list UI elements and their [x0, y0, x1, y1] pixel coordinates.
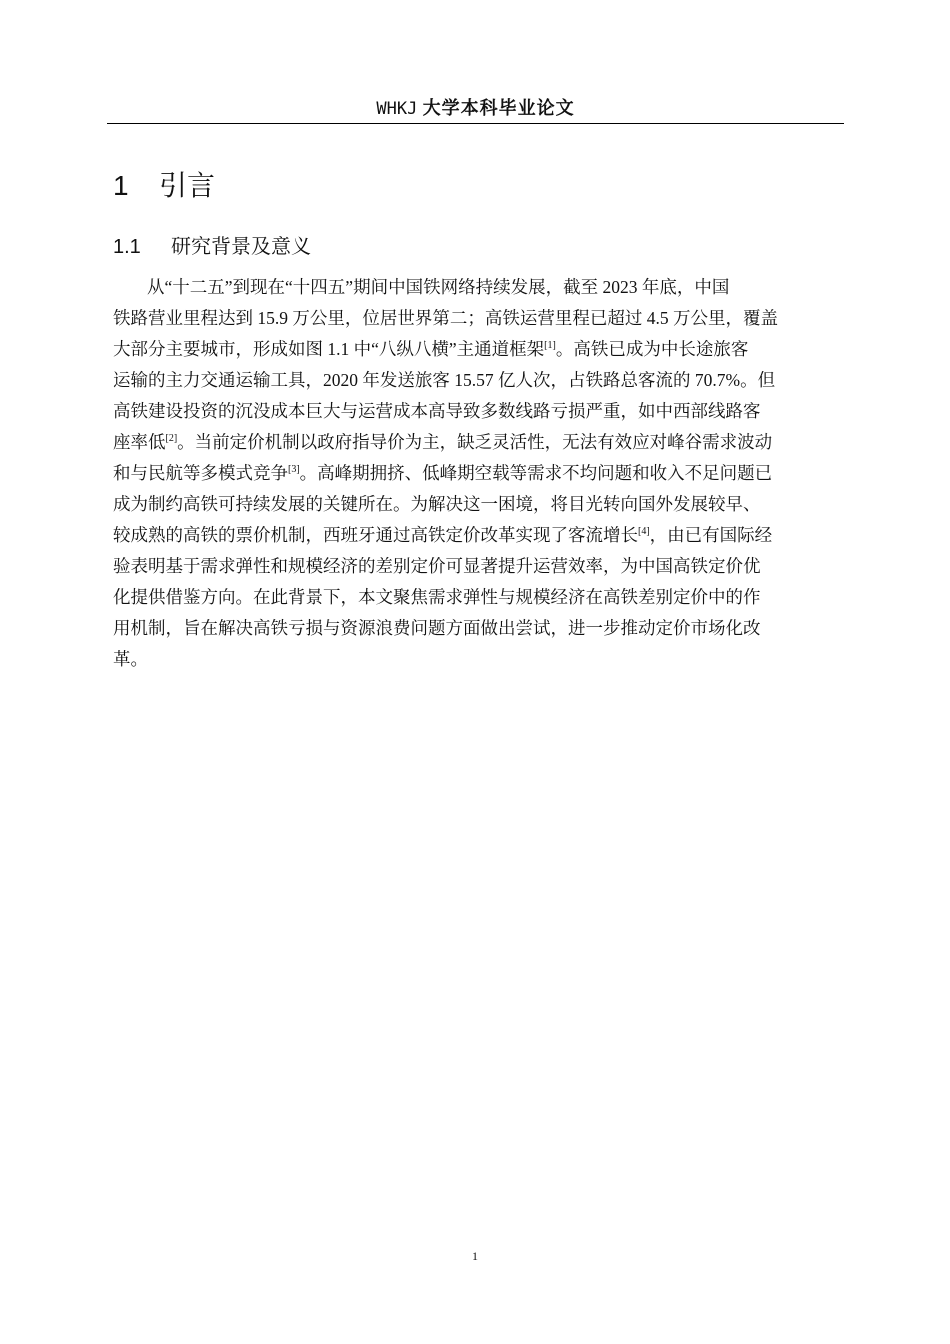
section-heading	[113, 168, 215, 204]
citation-ref[interactable]: [4]	[638, 526, 650, 537]
paragraph-line	[113, 520, 839, 551]
section-number: 1	[113, 170, 129, 201]
page-number: 1	[472, 1249, 478, 1263]
line-text: 从“十二五”到现在“十四五”期间中国铁网络持续发展，截至 2023 年底，中国	[147, 277, 730, 297]
paragraph-line	[113, 582, 839, 613]
line-text: 革。	[113, 649, 148, 669]
line-text: 。高峰期拥挤、低峰期空载等需求不均问题和收入不足问题已	[299, 463, 773, 483]
paragraph-line	[113, 334, 839, 365]
line-text: 运输的主力交通运输工具，2020 年发送旅客 15.57 亿人次，占铁路总客流的 70.7%。但	[113, 370, 776, 390]
subsection-title: 研究背景及意义	[171, 234, 311, 258]
citation-ref[interactable]: [3]	[288, 464, 300, 475]
header-brand: WHKJ	[376, 99, 418, 119]
line-text: 铁路营业里程达到 15.9 万公里，位居世界第二；高铁运营里程已超过 4.5 万公里，覆盖	[113, 308, 778, 328]
paragraph-line	[113, 613, 839, 644]
line-text: 用机制，旨在解决高铁亏损与资源浪费问题方面做出尝试，进一步推动定价市场化改	[113, 618, 761, 638]
line-text: 较成熟的高铁的票价机制，西班牙通过高铁定价改革实现了客流增长	[113, 525, 638, 545]
subsection-heading	[113, 231, 311, 262]
paragraph-line	[113, 365, 839, 396]
paragraph-line	[113, 396, 839, 427]
page-header	[107, 96, 844, 122]
paragraph-line	[113, 458, 839, 489]
paragraph-line	[113, 489, 839, 520]
citation-ref[interactable]: [2]	[165, 433, 178, 444]
line-text: 。当前定价机制以政府指导价为主，缺乏灵活性，无法有效应对峰谷需求波动	[177, 432, 773, 452]
line-text: 和与民航等多模式竞争	[113, 463, 288, 483]
paragraph-line	[113, 551, 839, 582]
line-text: 成为制约高铁可持续发展的关键所在。为解决这一困境，将目光转向国外发展较早、	[113, 494, 761, 514]
line-text: 大部分主要城市，形成如图 1.1 中“八纵八横”主通道框架	[113, 339, 545, 359]
header-title: 大学本科毕业论文	[422, 98, 575, 119]
line-text: ，由已有国际经	[649, 525, 773, 545]
subsection-number: 1.1	[113, 236, 141, 258]
body-paragraph	[113, 272, 839, 675]
citation-ref[interactable]: [1]	[544, 340, 556, 351]
paragraph-line	[113, 427, 839, 458]
line-text: 高铁建设投资的沉没成本巨大与运营成本高导致多数线路亏损严重，如中西部线路客	[113, 401, 761, 421]
line-text: 验表明基于需求弹性和规模经济的差别定价可显著提升运营效率，为中国高铁定价优	[113, 556, 761, 576]
line-text: 座率低	[113, 432, 166, 452]
paragraph-line	[113, 272, 839, 303]
paragraph-line	[113, 644, 839, 675]
section-title: 引言	[159, 169, 216, 202]
line-text: 。高铁已成为中长途旅客	[555, 339, 749, 359]
header-divider	[107, 123, 844, 124]
paragraph-line	[113, 303, 839, 334]
line-text: 化提供借鉴方向。在此背景下，本文聚焦需求弹性与规模经济在高铁差别定价中的作	[113, 587, 761, 607]
